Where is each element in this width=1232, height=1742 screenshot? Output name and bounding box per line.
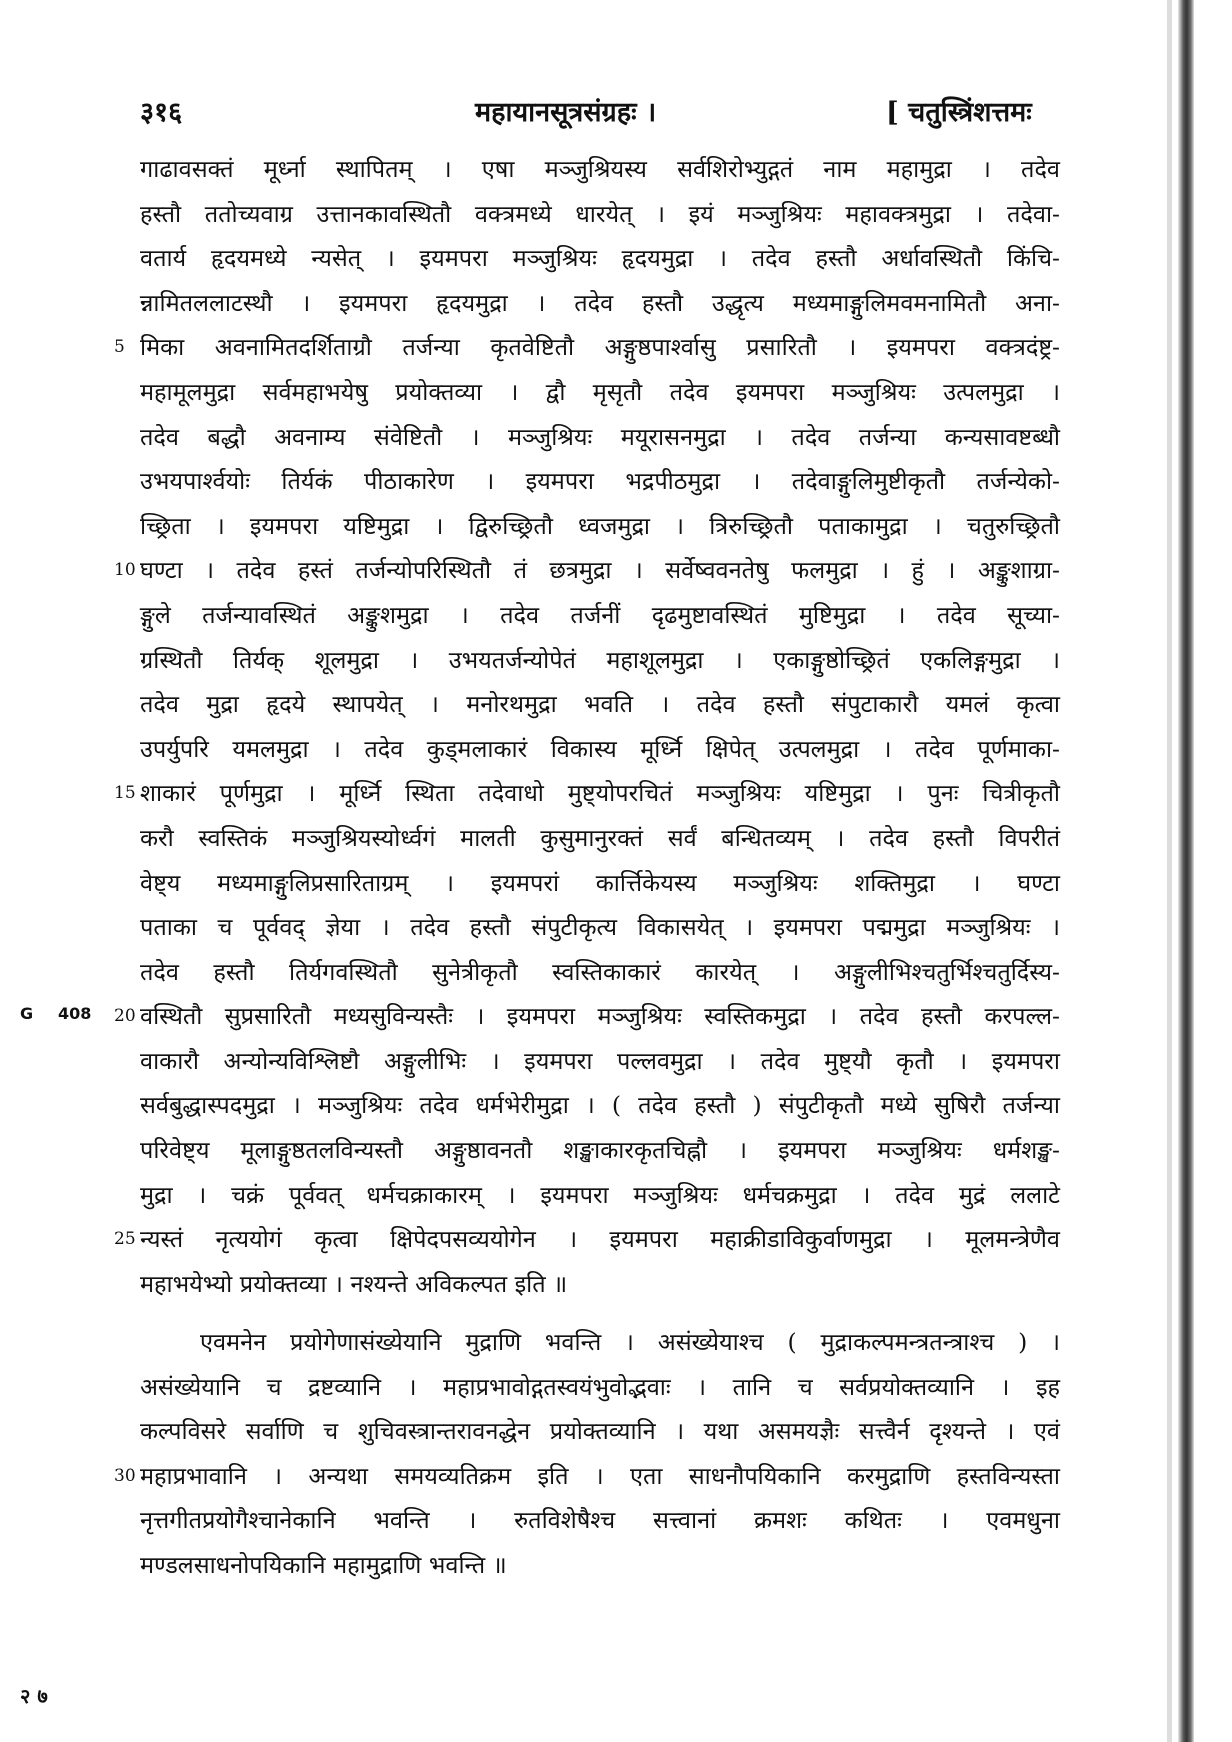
line-text: घण्टा । तदेव हस्तं तर्जन्योपरिस्थितौ तं छत्रमुद्रा । सर्वेष्ववनतेषु फलमुद्रा । हुं । अङ्कुशाग्रा- — [140, 556, 1060, 585]
closing-text-block — [114, 1320, 1060, 1588]
text-line — [140, 1543, 1060, 1588]
line-text: वाकारौ अन्योन्यविश्लिष्टौ अङ्गुलीभिः । इयमपरा पल्लवमुद्रा । तदेव मुष्ट्यौ कृतौ । इयमपरा — [140, 1046, 1060, 1075]
text-line — [140, 638, 1060, 683]
running-title: महायानसूत्रसंग्रहः । — [475, 97, 657, 128]
text-line — [140, 236, 1060, 281]
line-text: तदेव मुद्रा हृदये स्थापयेत् । मनोरथमुद्रा भवति । तदेव हस्तौ संपुटाकारौ यमलं कृत्वा — [140, 690, 1060, 719]
line-text: सर्वबुद्धास्पदमुद्रा । मञ्जुश्रियः तदेव धर्मभेरीमुद्रा । ( तदेव हस्तौ ) संपुटीकृतौ मध्ये सुषिरौ तर्जन्या — [140, 1091, 1060, 1120]
line-text: च्छ्रिता । इयमपरा यष्टिमुद्रा । द्विरुच्छ्रितौ ध्वजमुद्रा । त्रिरुच्छ्रितौ पताकामुद्रा । चतुरुच्छ्रितौ — [140, 511, 1060, 540]
text-line — [140, 1173, 1060, 1218]
text-line — [140, 1128, 1060, 1173]
text-line — [114, 1454, 1060, 1499]
text-line — [140, 147, 1060, 192]
line-text: नृत्तगीतप्रयोगैश्चानेकानि भवन्ति । रुतविशेषैश्च सत्त्वानां क्रमशः कथितः । एवमधुना — [140, 1506, 1060, 1535]
text-line — [140, 1498, 1060, 1543]
line-number: 5 — [114, 337, 125, 358]
text-line — [140, 459, 1060, 504]
line-number: 20 — [114, 1006, 136, 1027]
text-line — [140, 415, 1060, 460]
line-text: हस्तौ ततोच्यवाग्र उत्तानकावस्थितौ वक्त्रमध्ये धारयेत् । इयं मञ्जुश्रियः महावक्त्रमुद्रा । तदेवा- — [140, 199, 1060, 228]
text-line — [140, 192, 1060, 237]
margin-ref-letter: G — [20, 1004, 34, 1023]
line-text: वस्थितौ सुप्रसारितौ मध्यसुविन्यस्तैः । इयमपरा मञ्जुश्रियः स्वस्तिकमुद्रा । तदेव हस्तौ करपल्ल- — [140, 1002, 1060, 1031]
line-text: मुद्रा । चक्रं पूर्ववत् धर्मचक्राकारम् । इयमपरा मञ्जुश्रियः धर्मचक्रमुद्रा । तदेव मुद्रं ललाटे — [140, 1180, 1060, 1209]
text-line — [140, 504, 1060, 549]
text-line — [114, 771, 1060, 816]
line-number: 15 — [114, 783, 136, 804]
text-line — [140, 682, 1060, 727]
line-text: न्यस्तं नृत्ययोगं कृत्वा क्षिपेदपसव्ययोगेन । इयमपरा महाक्रीडाविकुर्वाणमुद्रा । मूलमन्त्रेणैव — [140, 1225, 1060, 1254]
line-number: 10 — [114, 560, 136, 581]
line-text: ग्रस्थितौ तिर्यक् शूलमुद्रा । उभयतर्जन्योपेतं महाशूलमुद्रा । एकाङ्गुष्ठोच्छ्रितं एकलिङ्गमुद्रा । — [140, 645, 1060, 674]
text-line — [140, 370, 1060, 415]
line-text: ङ्गुले तर्जन्यावस्थितं अङ्कुशमुद्रा । तदेव तर्जनीं दृढमुष्टावस्थितं मुष्टिमुद्रा । तदेव सूच्या- — [140, 600, 1060, 629]
line-text: महाभयेभ्यो प्रयोक्तव्या । नश्यन्ते अविकल्पत इति ॥ — [140, 1269, 568, 1298]
line-text: तदेव हस्तौ तिर्यगवस्थितौ सुनेत्रीकृतौ स्वस्तिकाकारं कारयेत् । अङ्गुलीभिश्चतुर्भिश्चतुर्दिस्य- — [140, 957, 1060, 986]
line-text: शाकारं पूर्णमुद्रा । मूर्ध्नि स्थिता तदेवाधो मुष्ट्योपरचितं मञ्जुश्रियः यष्टिमुद्रा । पुनः चित्रीकृतौ — [140, 779, 1060, 808]
text-line — [140, 1409, 1060, 1454]
line-text: मण्डलसाधनोपयिकानि महामुद्राणि भवन्ति ॥ — [140, 1550, 507, 1579]
line-number: 25 — [114, 1229, 136, 1250]
page-number: ३१६ — [140, 97, 183, 128]
line-text: करौ स्वस्तिकं मञ्जुश्रियस्योर्ध्वगं मालती कुसुमानुरक्तं सर्वं बन्धितव्यम् । तदेव हस्तौ विपरीतं — [140, 823, 1060, 852]
text-line — [114, 1217, 1060, 1262]
book-spine-edge — [1167, 0, 1172, 1742]
text-line — [140, 816, 1060, 861]
line-text: पताका च पूर्ववद् ज्ञेया । तदेव हस्तौ संपुटीकृत्य विकासयेत् । इयमपरा पद्ममुद्रा मञ्जुश्रियः । — [140, 913, 1060, 942]
line-text: तदेव बद्धौ अवनाम्य संवेष्टितौ । मञ्जुश्रियः मयूरासनमुद्रा । तदेव तर्जन्या कन्यसावष्टब्धौ — [140, 422, 1060, 451]
text-line — [140, 905, 1060, 950]
line-text: असंख्येयानि च द्रष्टव्यानि । महाप्रभावोद्गतस्वयंभुवोद्भवाः । तानि च सर्वप्रयोक्तव्यानि । इह — [140, 1372, 1060, 1401]
line-text: परिवेष्ट्य मूलाङ्गुष्ठतलविन्यस्तौ अङ्गुष्ठावनतौ शङ्खाकारकृतचिह्नौ । इयमपरा मञ्जुश्रियः धर्मशङ्ख- — [140, 1136, 1060, 1165]
line-text: मिका अवनामितदर्शिताग्रौ तर्जन्या कृतवेष्टितौ अङ्गुष्ठपार्श्वासु प्रसारितौ । इयमपरा वक्त्रदंष्ट्र- — [140, 333, 1060, 362]
text-line — [114, 325, 1060, 370]
text-line — [140, 1083, 1060, 1128]
line-number: 30 — [114, 1465, 136, 1486]
text-line — [114, 548, 1060, 593]
text-line — [140, 950, 1060, 995]
text-line — [114, 994, 1060, 1039]
line-text: महामूलमुद्रा सर्वमहाभयेषु प्रयोक्तव्या । द्वौ मृसृतौ तदेव इयमपरा मञ्जुश्रियः उत्पलमुद्रा । — [140, 377, 1060, 406]
text-line — [140, 1262, 1060, 1307]
text-line — [140, 1039, 1060, 1084]
text-line — [140, 281, 1060, 326]
text-line — [140, 861, 1060, 906]
line-text: कल्पविसरे सर्वाणि च शुचिवस्त्रान्तरावनद्धेन प्रयोक्तव्यानि । यथा असमयज्ञैः सत्त्वैर्न दृश्यन्ते । एवं — [140, 1417, 1060, 1446]
line-text: गाढावसक्तं मूर्ध्ना स्थापितम् । एषा मञ्जुश्रियस्य सर्वशिरोभ्युद्गतं नाम महामुद्रा । तदेव — [140, 155, 1060, 183]
margin-ref-number: 408 — [58, 1004, 92, 1023]
line-text: वतार्य हृदयमध्ये न्यसेत् । इयमपरा मञ्जुश्रियः हृदयमुद्रा । तदेव हस्तौ अर्धावस्थितौ किंचि- — [140, 244, 1060, 273]
text-line — [140, 1365, 1060, 1410]
margin-bottom-mark: २ ७ — [20, 1684, 48, 1708]
line-text: महाप्रभावानि । अन्यथा समयव्यतिक्रम इति । एता साधनौपयिकानि करमुद्राणि हस्तविन्यस्ता — [140, 1461, 1060, 1490]
main-text-block — [114, 147, 1060, 1306]
text-line — [140, 1320, 1060, 1365]
line-text: वेष्ट्य मध्यमाङ्गुलिप्रसारिताग्रम् । इयमपरां कार्त्तिकेयस्य मञ्जुश्रियः शक्तिमुद्रा । घण्टा — [140, 868, 1060, 897]
line-text: उभयपार्श्वयोः तिर्यकं पीठाकारेण । इयमपरा भद्रपीठमुद्रा । तदेवाङ्गुलिमुष्टीकृतौ तर्जन्येको- — [140, 467, 1060, 496]
section-heading: [ चतुस्त्रिंशत्तमः — [886, 97, 1032, 128]
book-spine-shadow — [1178, 0, 1194, 1742]
line-text: उपर्युपरि यमलमुद्रा । तदेव कुड्मलाकारं विकास्य मूर्ध्नि क्षिपेत् उत्पलमुद्रा । तदेव पूर्णमाका- — [140, 734, 1060, 763]
text-line — [140, 593, 1060, 638]
line-text: एवमनेन प्रयोगेणासंख्येयानि मुद्राणि भवन्ति । असंख्येयाश्च ( मुद्राकल्पमन्त्रतन्त्राश्च ) । — [200, 1328, 1060, 1356]
line-text: न्नामितललाटस्थौ । इयमपरा हृदयमुद्रा । तदेव हस्तौ उद्धृत्य मध्यमाङ्गुलिमवमनामितौ अना- — [140, 288, 1060, 317]
page-header — [0, 92, 1232, 136]
text-line — [140, 727, 1060, 772]
